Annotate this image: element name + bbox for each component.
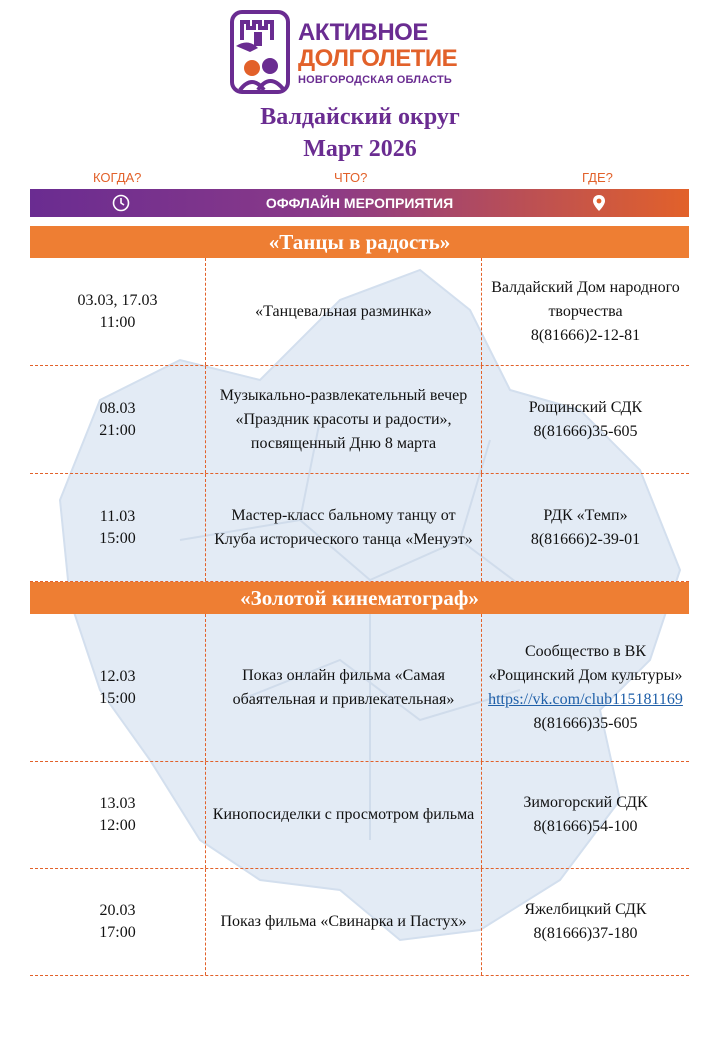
- table-row: [30, 474, 689, 582]
- event-place: Валдайский Дом народного творчества: [491, 278, 680, 320]
- column-labels: [0, 170, 720, 188]
- event-place: Сообщество в ВК «Рощинский Дом культуры»: [488, 642, 683, 684]
- event-date: 03.03, 17.03: [77, 291, 158, 309]
- event-where: [482, 474, 689, 581]
- event-date: 12.03: [99, 667, 136, 685]
- label-what: ЧТО?: [334, 170, 368, 185]
- label-when: КОГДА?: [93, 170, 142, 185]
- event-name: «Танцевальная разминка»: [205, 258, 482, 365]
- period-title: Март 2026: [303, 136, 417, 162]
- event-name: Мастер-класс бальному танцу от Клуба исторического танца «Менуэт»: [205, 474, 482, 581]
- location-pin-icon: [592, 194, 606, 212]
- logo-line-2: ДОЛГОЛЕТИЕ: [298, 45, 458, 72]
- event-where: [482, 366, 689, 473]
- event-when: [30, 258, 205, 365]
- event-place: Яжелбицкий СДК: [524, 901, 647, 918]
- label-where: ГДЕ?: [582, 170, 613, 185]
- logo-emblem-icon: [228, 10, 292, 94]
- table-row: [30, 258, 689, 366]
- section-title: «Танцы в радость»: [30, 226, 689, 258]
- event-time: 11:00: [99, 313, 136, 331]
- events-table: [30, 226, 689, 976]
- event-place: РДК «Темп»: [543, 506, 628, 524]
- event-place: Зимогорский СДК: [523, 794, 648, 811]
- event-time: 21:00: [99, 421, 136, 439]
- offline-events-banner: [30, 189, 689, 217]
- logo: [228, 10, 500, 94]
- region-title: Валдайский округ: [260, 104, 460, 130]
- event-phone: 8(81666)35-605: [533, 714, 638, 732]
- table-row: [30, 614, 689, 762]
- event-name: Музыкально-развлекательный вечер «Праздник красоты и радости», посвященный Дню 8 марта: [205, 366, 482, 473]
- event-phone: 8(81666)37-180: [533, 925, 638, 942]
- event-when: [30, 474, 205, 581]
- event-time: 12:00: [99, 817, 136, 834]
- event-phone: 8(81666)54-100: [533, 818, 638, 835]
- event-time: 15:00: [99, 529, 136, 547]
- event-phone: 8(81666)35-605: [533, 422, 638, 440]
- event-time: 15:00: [99, 689, 136, 707]
- event-when: [30, 762, 205, 868]
- event-name: Показ фильма «Свинарка и Пастух»: [205, 869, 482, 975]
- event-when: [30, 614, 205, 761]
- event-date: 08.03: [99, 399, 136, 417]
- logo-line-1: АКТИВНОЕ: [298, 19, 428, 46]
- event-date: 13.03: [99, 795, 136, 812]
- event-when: [30, 869, 205, 975]
- event-where: [482, 614, 689, 761]
- section-title: «Золотой кинематограф»: [30, 582, 689, 614]
- event-date: 11.03: [99, 507, 136, 525]
- event-date: 20.03: [99, 902, 136, 919]
- vk-community-link[interactable]: https://vk.com/club115181169: [488, 690, 683, 708]
- table-row: [30, 869, 689, 976]
- event-place: Рощинский СДК: [528, 398, 643, 416]
- event-name: Показ онлайн фильма «Самая обаятельная и привлекательная»: [205, 614, 482, 761]
- logo-line-3: НОВГОРОДСКАЯ ОБЛАСТЬ: [298, 74, 452, 86]
- event-when: [30, 366, 205, 473]
- event-where: [482, 762, 689, 868]
- table-row: [30, 762, 689, 869]
- event-where: [482, 869, 689, 975]
- event-phone: 8(81666)2-39-01: [530, 530, 641, 548]
- banner-text: ОФФЛАЙН МЕРОПРИЯТИЯ: [265, 195, 454, 211]
- event-phone: 8(81666)2-12-81: [530, 326, 641, 344]
- event-time: 17:00: [99, 924, 136, 941]
- table-row: [30, 366, 689, 474]
- event-name: Кинопосиделки с просмотром фильма: [205, 762, 482, 868]
- event-where: [482, 258, 689, 365]
